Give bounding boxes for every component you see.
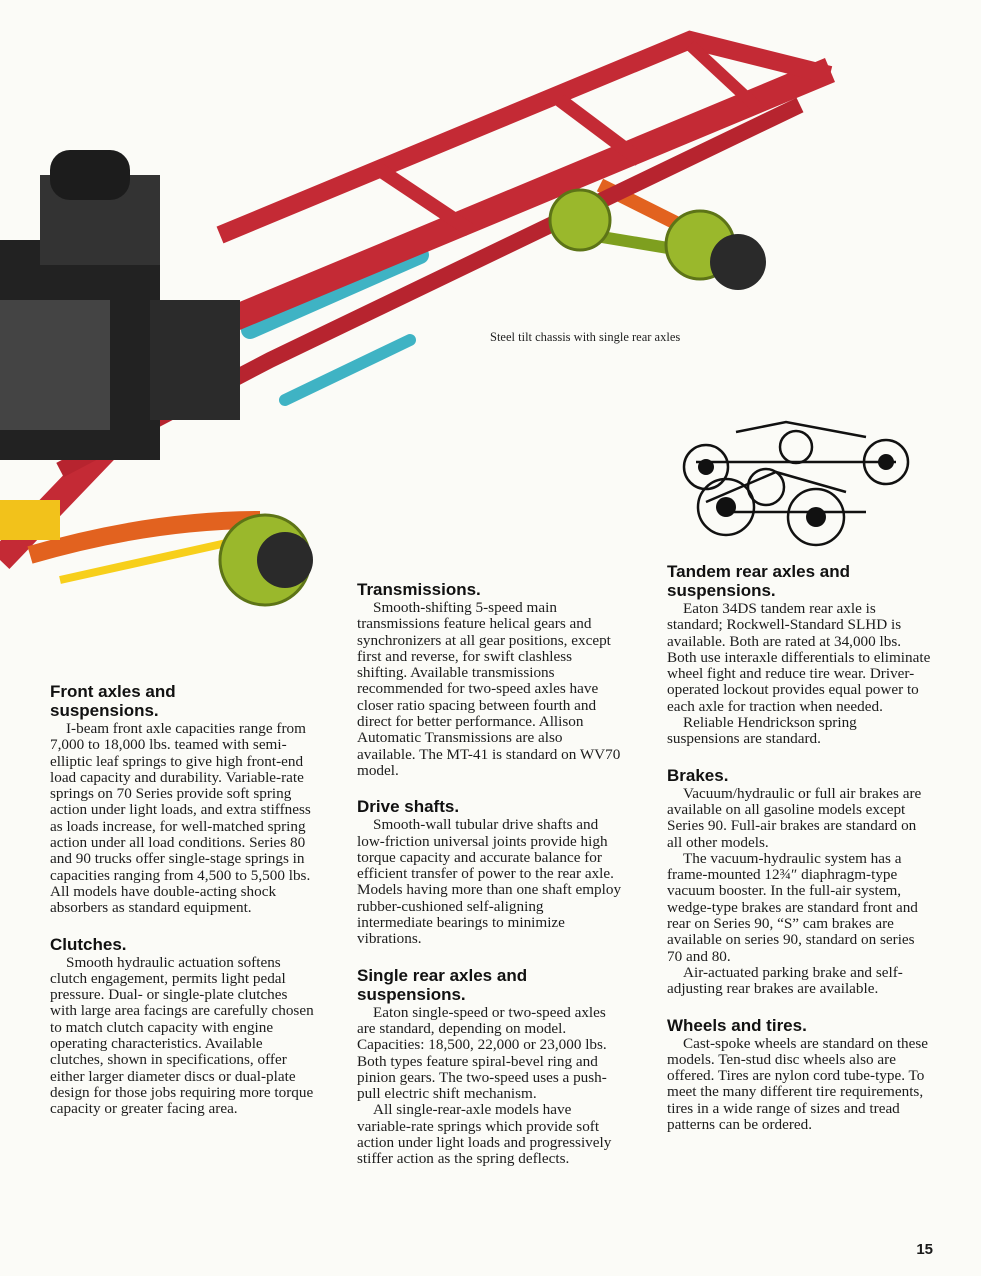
section-body: I-beam front axle capacities range from 7,000 to 18,000 lbs. teamed with semi-elliptic leaf springs to give high front-end load capacity and durability. Variable-rate springs on 70 Series provide soft spring action under light loads, and extra stiffness as loads increase, for well-matched spring action under all load conditions. Series 80 and 90 trucks offer single-stage springs in capacities ranging from 4,500 to 5,500 lbs. All models have double-acting shock absorbers as standard equipment. — [50, 720, 311, 917]
section-heading: Front axles and suspensions. — [50, 682, 176, 720]
page-number: 15 — [916, 1241, 933, 1258]
section-drive-shafts — [357, 797, 622, 947]
section-body: Reliable Hendrickson spring suspensions are standard. — [667, 714, 857, 748]
section-wheels-tires — [667, 1016, 932, 1134]
section-heading: Drive shafts. — [357, 797, 460, 817]
section-body: Air-actuated parking brake and self-adjusting rear brakes are available. — [667, 963, 903, 998]
column-1 — [50, 682, 315, 1136]
section-heading: Single rear axles and suspensions. — [357, 965, 528, 1004]
section-body: Eaton single-speed or two-speed axles are standard, depending on model. Capacities: 18,500, 22,000 or 23,000 lbs. Both types feature spiral-bevel ring and pinion gears. The two-speed uses a push-pull electric shift mechanism. — [357, 1003, 607, 1103]
section-body: Smooth-wall tubular drive shafts and low-friction universal joints provide high torque capacity and accurate balance for efficient transfer of power to the rear axle. Models having more than one shaft employ rubber-cushioned self-aligning intermediate bearings to minimize vibrations. — [357, 816, 622, 948]
section-clutches — [50, 935, 315, 1118]
column-3 — [667, 562, 932, 1151]
section-heading: Brakes. — [667, 765, 729, 785]
section-heading: Tandem rear axles and suspensions. — [667, 562, 850, 600]
section-heading: Wheels and tires. — [667, 1015, 807, 1035]
section-body: Smooth-shifting 5-speed main transmissions feature helical gears and synchronizers at all gear positions, except first and reverse, for swift clashless shifting. Available transmissions recommended for two-speed axles have closer ratio spacing between fourth and direct for better performance. Allison Automatic Transmissions are also available. The MT-41 is standard on WV70 model. — [357, 599, 621, 779]
section-front-axles — [50, 682, 315, 917]
section-body: The vacuum-hydraulic system has a frame-mounted 12¾″ diaphragm-type vacuum booster. In the full-air system, wedge-type brakes are standard front and rear on Series 90, “S” cam brakes are available on series 90, standard on series 70 and 80. — [667, 849, 918, 965]
section-body: All single-rear-axle models have variable-rate springs which provide soft action under light loads and progressively stiffer action as the spring deflects. — [357, 1101, 612, 1168]
section-brakes — [667, 766, 932, 998]
chassis-caption: Steel tilt chassis with single rear axles — [490, 330, 681, 344]
column-2 — [357, 580, 622, 1186]
section-heading: Transmissions. — [357, 580, 481, 599]
section-body: Smooth hydraulic actuation softens clutch engagement, permits light pedal pressure. Dual- or single-plate clutches with large area facings are carefully chosen to match clutch capacity with engine operating characteristics. Available clutches, shown in specifications, offer either larger diameter discs or dual-plate design for those jobs requiring more torque capacity or greater facing area. — [50, 953, 314, 1118]
section-body: Vacuum/hydraulic or full air brakes are available on all gasoline models except Series 90. Full-air brakes are standard on all other models. — [667, 784, 922, 851]
section-transmissions — [357, 580, 622, 779]
section-body: Eaton 34DS tandem rear axle is standard; Rockwell-Standard SLHD is available. Both are rated at 34,000 lbs. Both use interaxle differentials to eliminate wheel fight and reduce tire wear. Driver-operated lockout provides equal power to each axle for traction when needed. — [667, 600, 931, 715]
section-single-rear-axles — [357, 966, 622, 1168]
tandem-axle-drawing — [666, 402, 916, 562]
section-tandem-rear-axles — [667, 562, 932, 748]
section-heading: Clutches. — [50, 934, 127, 954]
section-body: Cast-spoke wheels are standard on these models. Ten-stud disc wheels also are offered. Tires are nylon cord tube-type. To meet the many different tire requirements, tires in a wide range of sizes and tread patterns can be ordered. — [667, 1034, 929, 1134]
